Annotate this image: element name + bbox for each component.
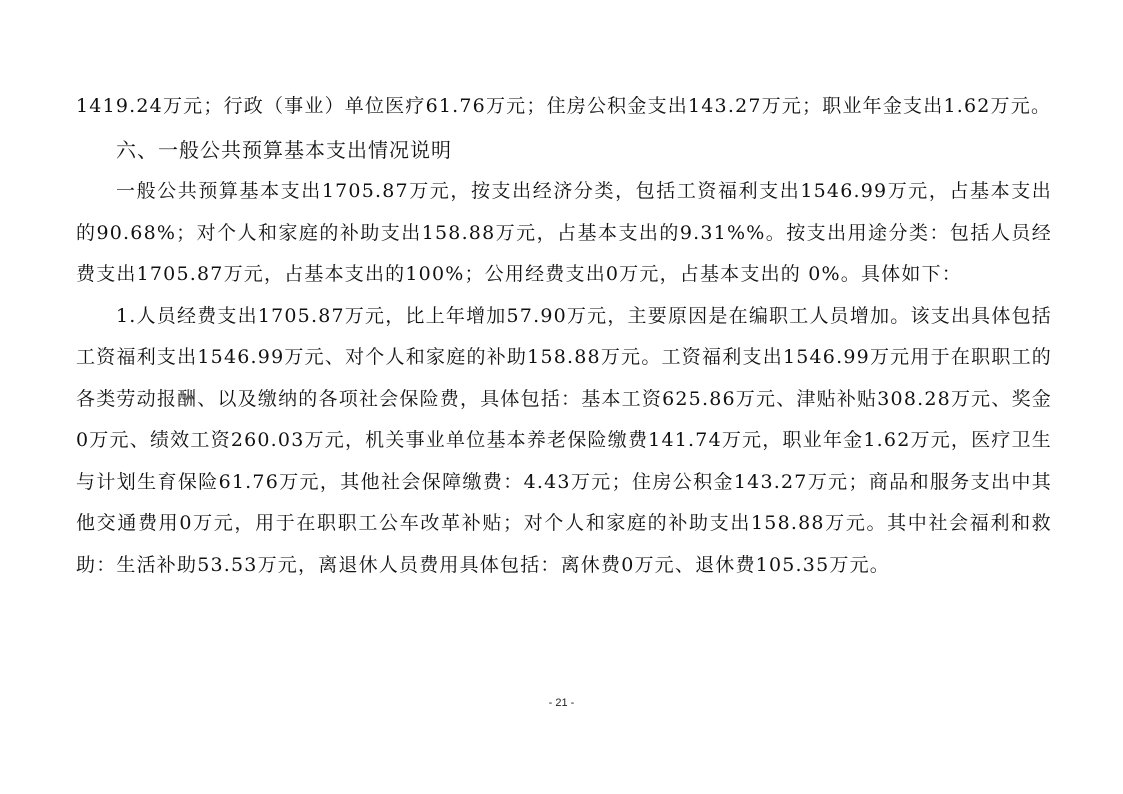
paragraph-basic-expenditure: 一般公共预算基本支出1705.87万元，按支出经济分类，包括工资福利支出1546.99万元，占基本支出的90.68%；对个人和家庭的补助支出158.88万元，占基本支出的9.31%%。按支出用途分类：包括人员经费支出1705.87万元，占基本支出的100%；公用经费支出0万元，占基本支出的 0%。具体如下： bbox=[76, 180, 1052, 285]
page-number: - 21 - bbox=[548, 697, 575, 709]
paragraph-continuation: 1419.24万元；行政（事业）单位医疗61.76万元；住房公积金支出143.27万元；职业年金支出1.62万元。 bbox=[76, 95, 1052, 117]
document-body bbox=[76, 86, 1052, 586]
paragraph-personnel-expenditure: 1.人员经费支出1705.87万元，比上年增加57.90万元，主要原因是在编职工人员增加。该支出具体包括工资福利支出1546.99万元、对个人和家庭的补助158.88万元。工资福利支出1546.99万元用于在职职工的各类劳动报酬、以及缴纳的各项社会保险费，具体包括：基本工资625.86万元、津贴补贴308.28万元、奖金0万元、绩效工资260.03万元，机关事业单位基本养老保险缴费141.74万元，职业年金1.62万元，医疗卫生与计划生育保险61.76万元，其他社会保障缴费：4.43万元；住房公积金143.27万元；商品和服务支出中其他交通费用0万元，用于在职职工公车改革补贴；对个人和家庭的补助支出158.88万元。其中社会福利和救助：生活补助53.53万元，离退休人员费用具体包括：离休费0万元、退休费105.35万元。 bbox=[76, 304, 1052, 576]
section-heading: 六、一般公共预算基本支出情况说明 bbox=[116, 137, 452, 162]
